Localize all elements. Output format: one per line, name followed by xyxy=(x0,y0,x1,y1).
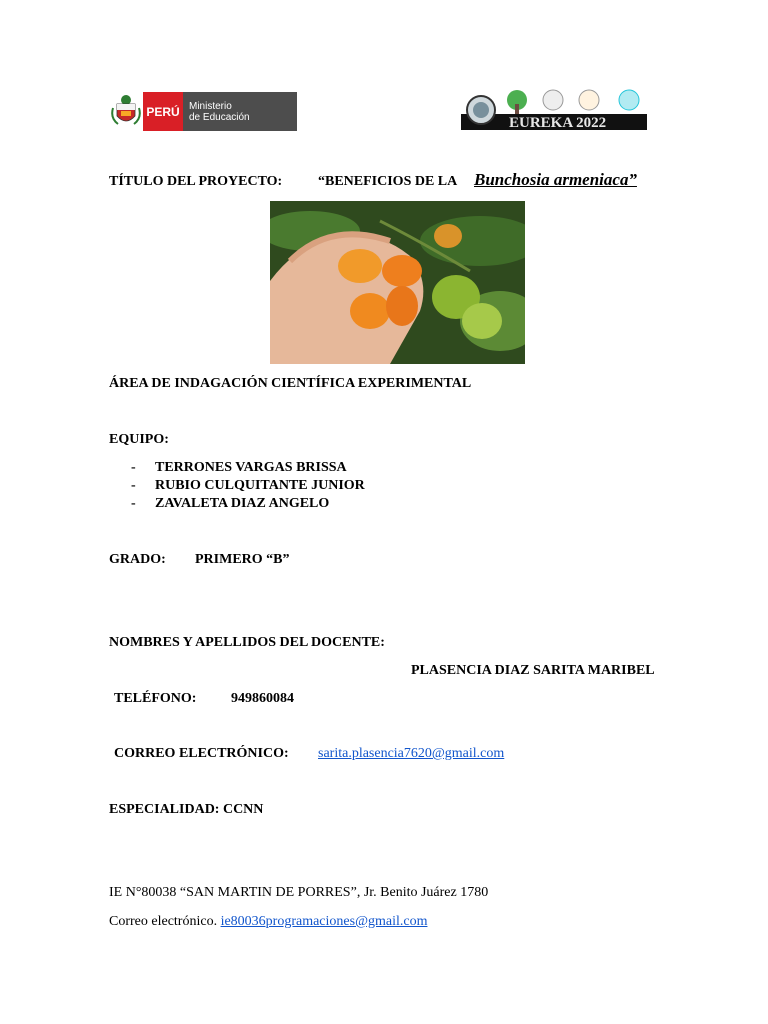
title-prefix: “BENEFICIOS DE LA xyxy=(318,174,458,189)
coat-of-arms-icon xyxy=(109,92,143,131)
school-email-row xyxy=(109,913,427,931)
minedu-logo xyxy=(109,92,297,131)
specialty: ESPECIALIDAD: CCNN xyxy=(109,802,264,817)
grade-value: PRIMERO “B” xyxy=(195,552,290,567)
fruit-photo xyxy=(270,201,525,364)
team-member: RUBIO CULQUITANTE JUNIOR xyxy=(155,478,365,493)
team-member: TERRONES VARGAS BRISSA xyxy=(155,460,347,475)
school-line xyxy=(109,884,488,902)
grade-label: GRADO: xyxy=(109,552,166,567)
team-label: EQUIPO: xyxy=(109,432,169,447)
title-species: Bunchosia armeniaca” xyxy=(474,170,637,189)
ministry-line2: de Educación xyxy=(189,111,250,123)
email-label: CORREO ELECTRÓNICO: xyxy=(114,746,289,761)
teacher-label: NOMBRES Y APELLIDOS DEL DOCENTE: xyxy=(109,635,385,650)
ministry-label xyxy=(183,92,297,131)
bullet-dash: - xyxy=(131,478,136,493)
ministry-line1: Ministerio xyxy=(189,100,232,112)
bullet-dash: - xyxy=(131,460,136,475)
school-name: IE N°80038 “SAN MARTIN DE PORRES” xyxy=(109,885,357,900)
school-address: , Jr. Benito Juárez 1780 xyxy=(356,885,489,900)
research-area: ÁREA DE INDAGACIÓN CIENTÍFICA EXPERIMENTAL xyxy=(109,376,472,391)
bullet-dash: - xyxy=(131,496,136,511)
team-member: ZAVALETA DIAZ ANGELO xyxy=(155,496,330,511)
school-email-link[interactable]: ie80036programaciones@gmail.com xyxy=(220,914,428,929)
teacher-email-link[interactable]: sarita.plasencia7620@gmail.com xyxy=(318,746,505,761)
phone-number: 949860084 xyxy=(231,691,294,706)
title-label: TÍTULO DEL PROYECTO: xyxy=(109,174,283,189)
peru-label: PERÚ xyxy=(143,92,183,131)
phone-label: TELÉFONO: xyxy=(114,691,197,706)
eureka-logo xyxy=(461,88,647,130)
school-email-label: Correo electrónico. xyxy=(109,914,218,929)
eureka-logo-text: EUREKA 2022 xyxy=(509,115,607,130)
teacher-name: PLASENCIA DIAZ SARITA MARIBEL xyxy=(411,663,655,678)
